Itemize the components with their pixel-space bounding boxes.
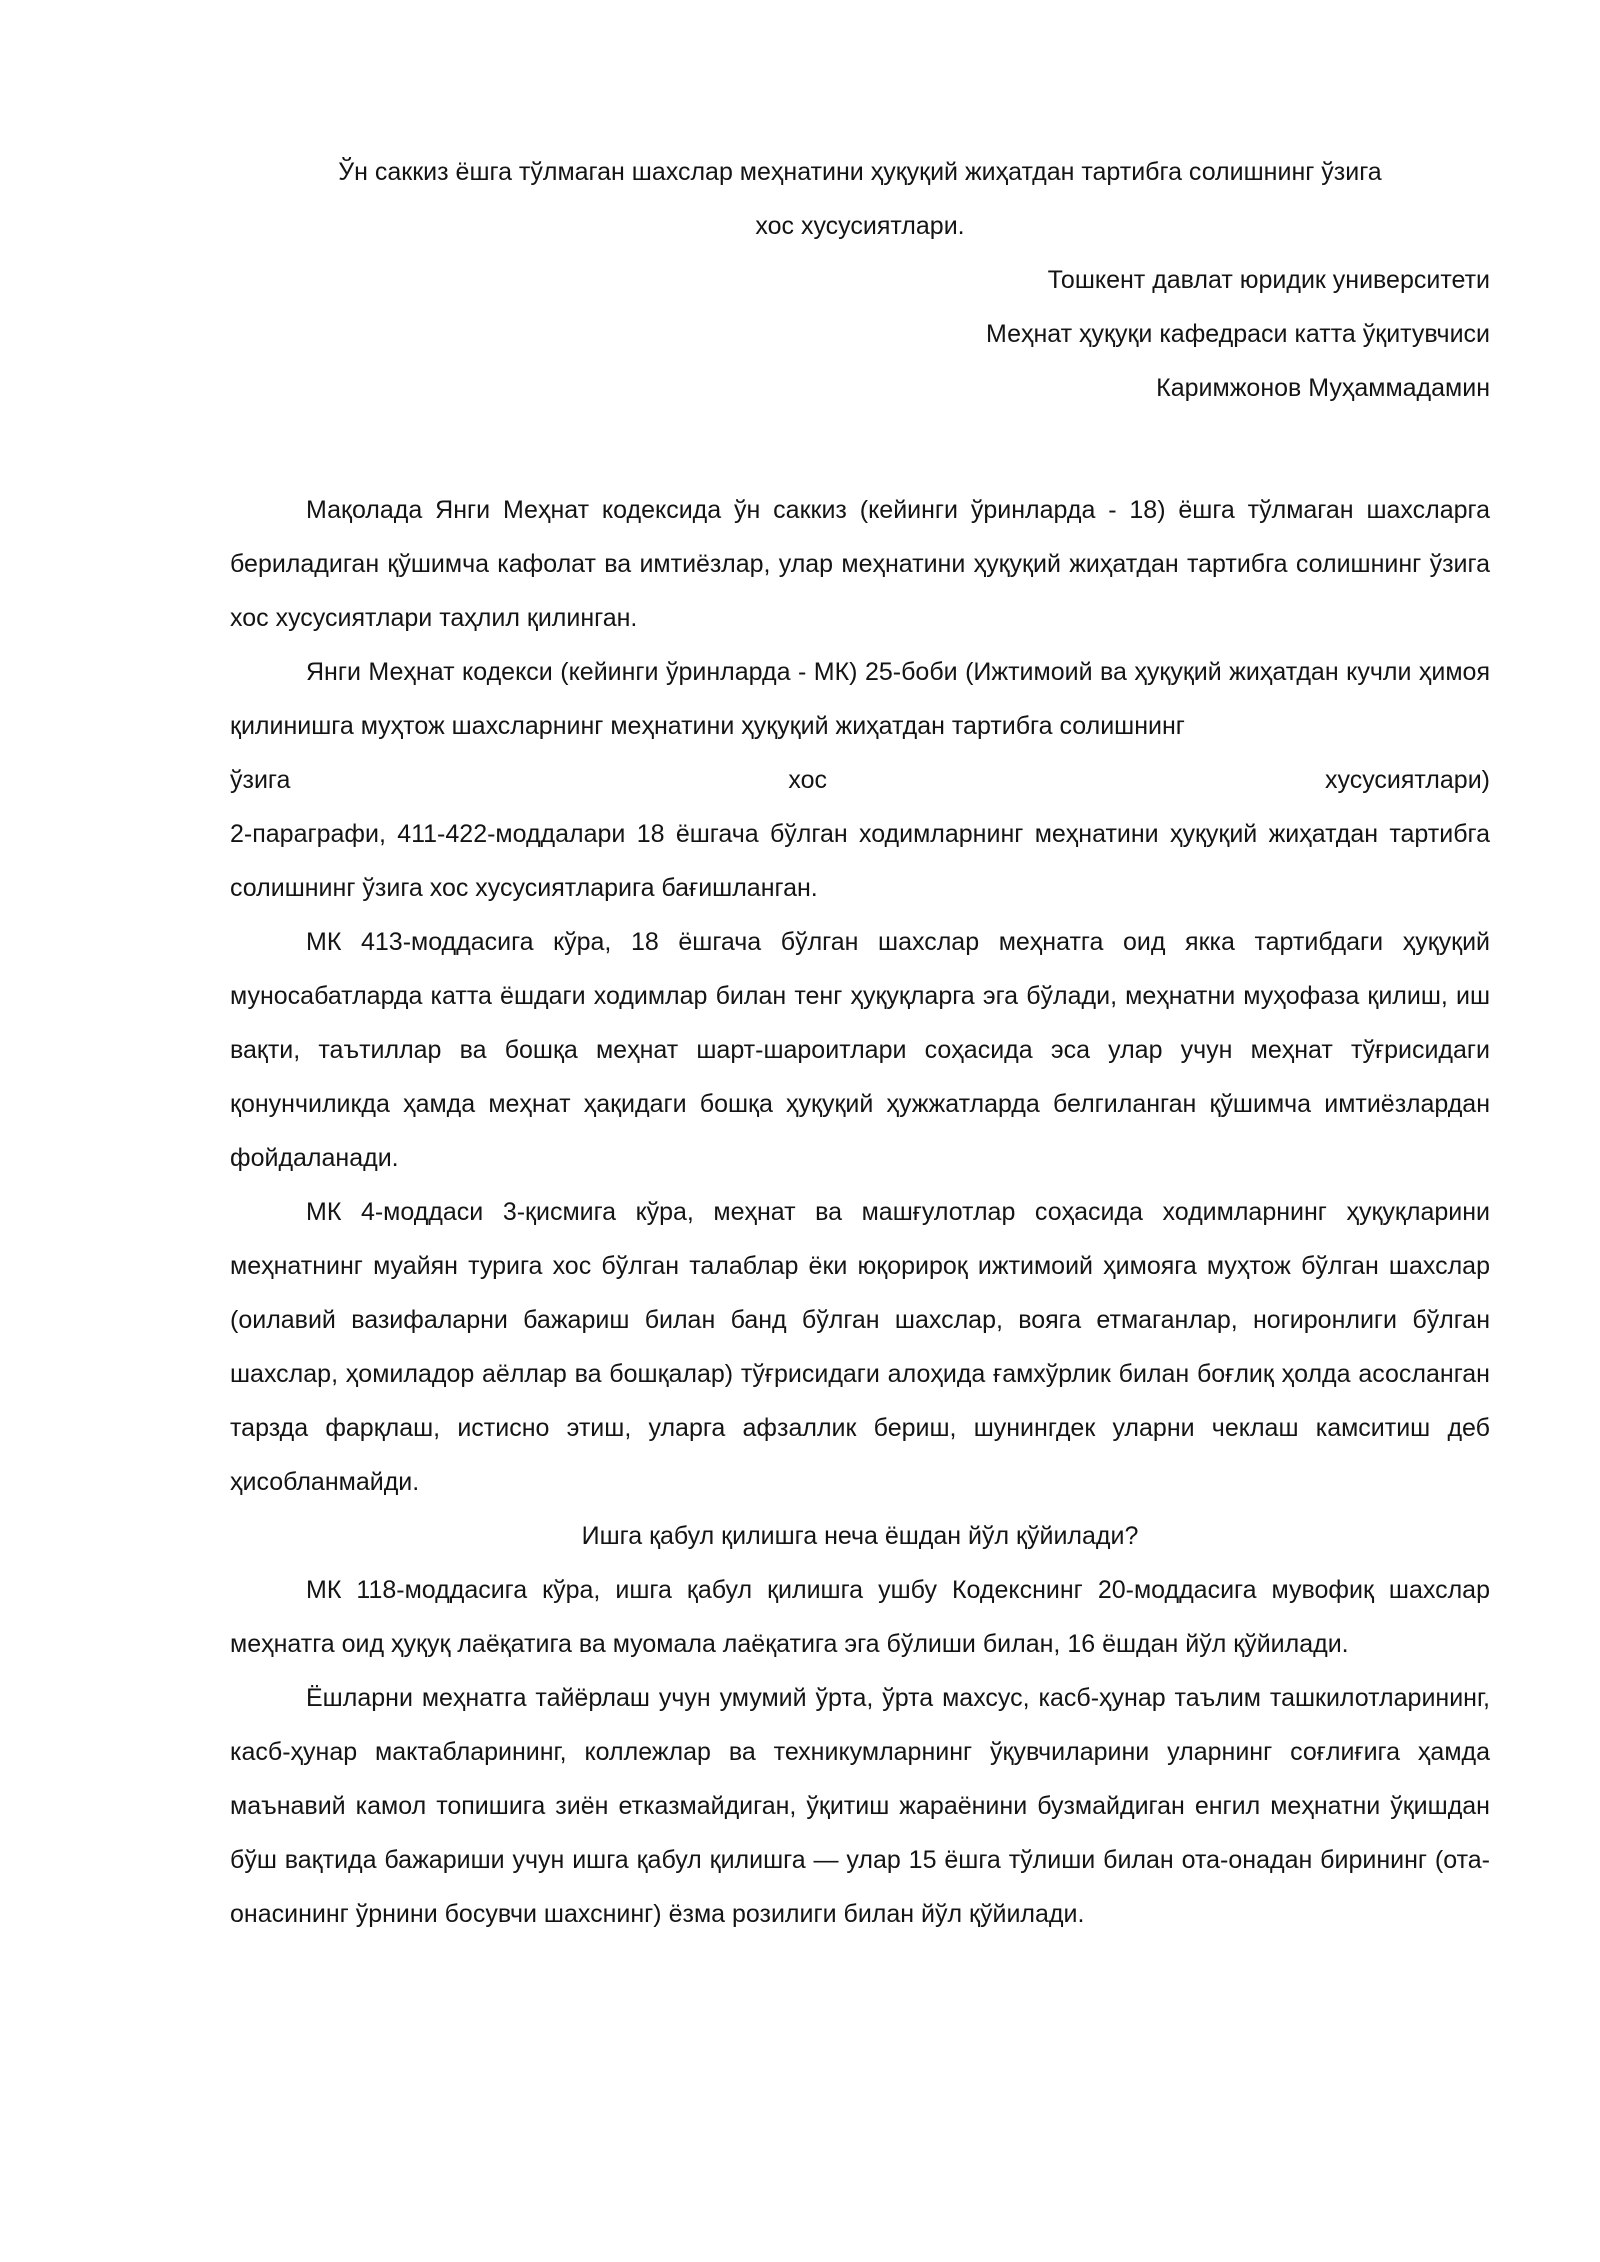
paragraph-article-413: МК 413-моддасига кўра, 18 ёшгача бўлган шахслар меҳнатга оид якка тартибдаги ҳуқуқий муносабатларда катта ёшдаги ходимлар билан тенг ҳуқуқларга эга бўлади, меҳнатни муҳофаза қилиш, иш вақти, таътиллар ва бошқа меҳнат шарт-шароитлари соҳасида эса улар учун меҳнат тўғрисидаги қонунчиликда ҳамда меҳнат ҳақидаги бошқа ҳуқуқий ҳужжатларда белгиланган қўшимча имтиёзлардан фойдаланади.: [230, 928, 1490, 1172]
spread-word-1: ўзига: [230, 766, 291, 794]
justified-spread-line: [230, 753, 1490, 807]
author-position: Меҳнат ҳуқуқи кафедраси катта ўқитувчиси: [985, 320, 1490, 348]
section-subheading: Ишга қабул қилишга неча ёшдан йўл қўйилади?: [581, 1522, 1139, 1550]
paragraph-chapter-25-tail: 2-параграфи, 411-422-моддалари 18 ёшгача бўлган ходимларнинг меҳнатини ҳуқуқий жиҳатдан тартибга солишнинг ўзига хос хусусиятларига бағишланган.: [230, 820, 1490, 902]
paragraph-article-4: МК 4-моддаси 3-қисмига кўра, меҳнат ва машғулотлар соҳасида ходимларнинг ҳуқуқларини меҳнатнинг муайян турига хос бўлган талаблар ёки юқорироқ ижтимоий ҳимояга муҳтож бўлган шахслар (оилавий вазифаларни бажариш билан банд бўлган шахслар, вояга етмаганлар, ногиронлиги бўлган шахслар, ҳомиладор аёллар ва бошқалар) тўғрисидаги алоҳида ғамхўрлик билан боғлиқ ҳолда асосланган тарзда фарқлаш, истисно этиш, уларга афзаллик бериш, шунингдек уларни чеклаш камситиш деб ҳисобланмайди.: [230, 1198, 1490, 1496]
article-title: [230, 145, 1490, 253]
paragraph-chapter-25: Янги Меҳнат кодекси (кейинги ўринларда - МК) 25-боби (Ижтимоий ва ҳуқуқий жиҳатдан кучли ҳимоя қилинишга муҳтож шахсларнинг меҳнатини ҳуқуқий жиҳатдан тартибга солишнинг: [230, 658, 1490, 740]
university-name: Тошкент давлат юридик университети: [1047, 266, 1490, 294]
author-name: Каримжонов Муҳаммадамин: [1156, 374, 1490, 402]
paragraph-article-118: МК 118-моддасига кўра, ишга қабул қилишга ушбу Кодекснинг 20-моддасига мувофиқ шахслар меҳнатга оид ҳуқуқ лаёқатига ва муомала лаёқатига эга бўлиши билан, 16 ёшдан йўл қўйилади.: [230, 1576, 1490, 1658]
spread-word-2: хос: [788, 766, 827, 794]
title-line-2: хос хусусиятлари.: [755, 212, 965, 240]
paragraph-youth-labor: Ёшларни меҳнатга тайёрлаш учун умумий ўрта, ўрта махсус, касб-ҳунар таълим ташкилотларининг, касб-ҳунар мактабларининг, коллежлар ва техникумларнинг ўқувчиларини уларнинг соғлиғига ҳамда маънавий камол топишига зиён етказмайдиган, ўқитиш жараёнини бузмайдиган енгил меҳнатни ўқишдан бўш вақтида бажариши учун ишга қабул қилишга — улар 15 ёшга тўлиши билан ота-онадан бирининг (ота-онасининг ўрнини босувчи шахснинг) ёзма розилиги билан йўл қўйилади.: [230, 1684, 1490, 1928]
article-body: [230, 483, 1490, 1941]
paragraph-abstract: Мақолада Янги Меҳнат кодексида ўн саккиз (кейинги ўринларда - 18) ёшга тўлмаган шахсларга бериладиган қўшимча кафолат ва имтиёзлар, улар меҳнатини ҳуқуқий жиҳатдан тартибга солишнинг ўзига хос хусусиятлари таҳлил қилинган.: [230, 496, 1490, 632]
spread-word-3: хусусиятлари): [1324, 766, 1490, 794]
author-affiliation: [986, 253, 1490, 415]
title-line-1: Ўн саккиз ёшга тўлмаган шахслар меҳнатини ҳуқуқий жиҳатдан тартибга солишнинг ўзига: [338, 158, 1382, 186]
